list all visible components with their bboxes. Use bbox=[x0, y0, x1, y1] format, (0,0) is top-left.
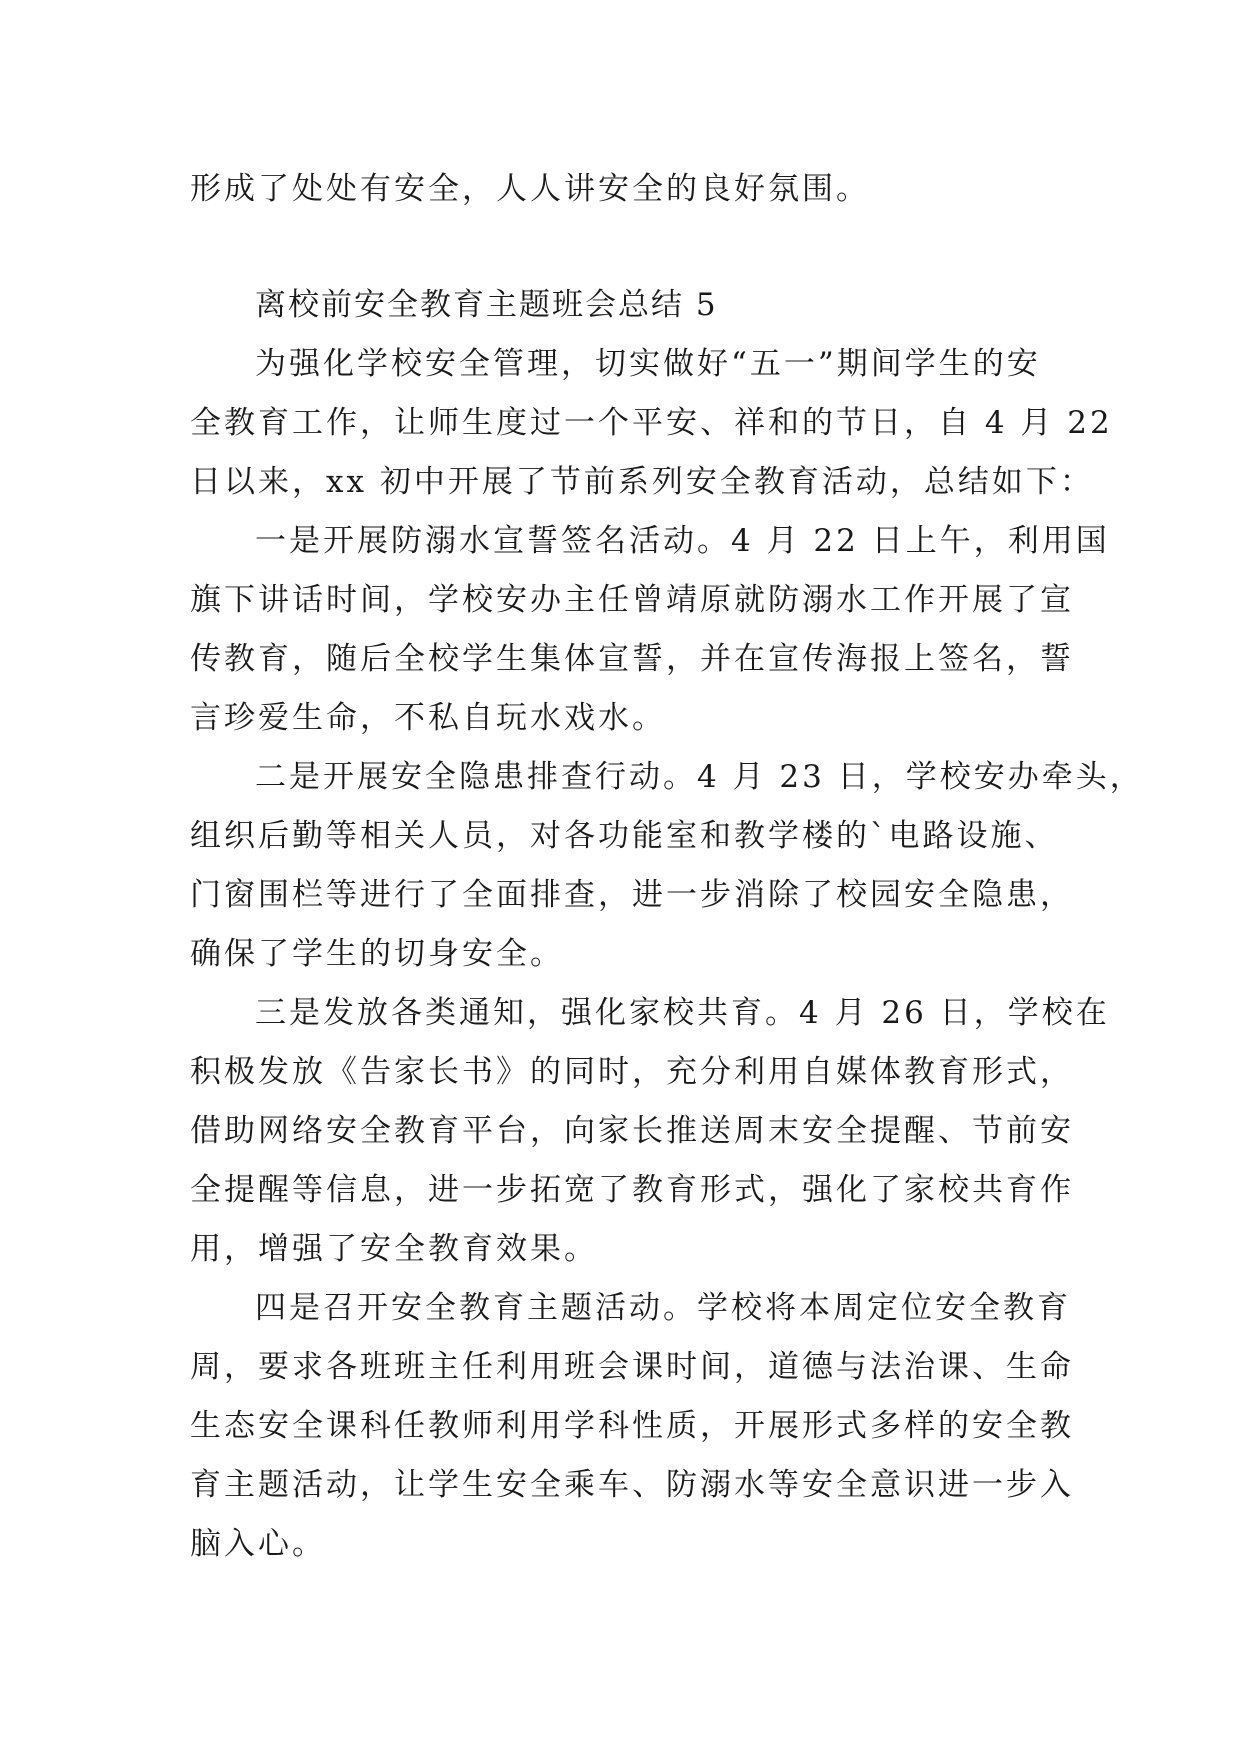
paragraph-line: 三是发放各类通知，强化家校共育。4 月 26 日，学校在 bbox=[255, 995, 1110, 1031]
paragraph-line: 二是开展安全隐患排查行动。4 月 23 日，学校安办牵头， bbox=[255, 759, 1144, 795]
intro-paragraph bbox=[190, 160, 1060, 219]
paragraph-line: 脑入心。 bbox=[190, 1526, 326, 1562]
paragraph-line: 积极发放《告家长书》的同时，充分利用自媒体教育形式， bbox=[190, 1054, 1074, 1090]
paragraph-line: 确保了学生的切身安全。 bbox=[190, 936, 564, 972]
paragraph-line: 四是召开安全教育主题活动。学校将本周定位安全教育 bbox=[255, 1290, 1071, 1326]
section-title: 离校前安全教育主题班会总结 5 bbox=[255, 287, 718, 323]
paragraph-line: 传教育，随后全校学生集体宣誓，并在宣传海报上签名，誓 bbox=[190, 641, 1074, 677]
paragraph-line: 用，增强了安全教育效果。 bbox=[190, 1231, 598, 1267]
paragraph-line: 生态安全课科任教师利用学科性质，开展形式多样的安全教 bbox=[190, 1408, 1074, 1444]
paragraph-2 bbox=[190, 512, 1110, 748]
paragraph-line: 为强化学校安全管理，切实做好“五一”期间学生的安 bbox=[255, 346, 1041, 382]
paragraph-line: 门窗围栏等进行了全面排查，进一步消除了校园安全隐患， bbox=[190, 877, 1074, 913]
paragraph-line: 一是开展防溺水宣誓签名活动。4 月 22 日上午，利用国 bbox=[255, 523, 1110, 559]
paragraph-4 bbox=[190, 984, 1110, 1279]
paragraph-3 bbox=[190, 748, 1144, 984]
paragraph-5 bbox=[190, 1279, 1074, 1574]
paragraph-line: 日以来，xx 初中开展了节前系列安全教育活动，总结如下： bbox=[190, 464, 1094, 500]
paragraph-line: 借助网络安全教育平台，向家长推送周末安全提醒、节前安 bbox=[190, 1113, 1074, 1149]
intro-line: 形成了处处有安全，人人讲安全的良好氛围。 bbox=[190, 171, 870, 207]
paragraph-1 bbox=[190, 335, 1113, 512]
paragraph-line: 全提醒等信息，进一步拓宽了教育形式，强化了家校共育作 bbox=[190, 1172, 1074, 1208]
paragraph-line: 育主题活动，让学生安全乘车、防溺水等安全意识进一步入 bbox=[190, 1467, 1074, 1503]
paragraph-line: 全教育工作，让师生度过一个平安、祥和的节日，自 4 月 22 bbox=[190, 405, 1113, 441]
paragraph-line: 言珍爱生命，不私自玩水戏水。 bbox=[190, 700, 666, 736]
paragraph-line: 周，要求各班班主任利用班会课时间，道德与法治课、生命 bbox=[190, 1349, 1074, 1385]
document-body bbox=[190, 276, 1144, 1574]
paragraph-line: 旗下讲话时间，学校安办主任曾靖原就防溺水工作开展了宣 bbox=[190, 582, 1074, 618]
paragraph-line: 组织后勤等相关人员，对各功能室和教学楼的`电路设施、 bbox=[190, 818, 1059, 854]
